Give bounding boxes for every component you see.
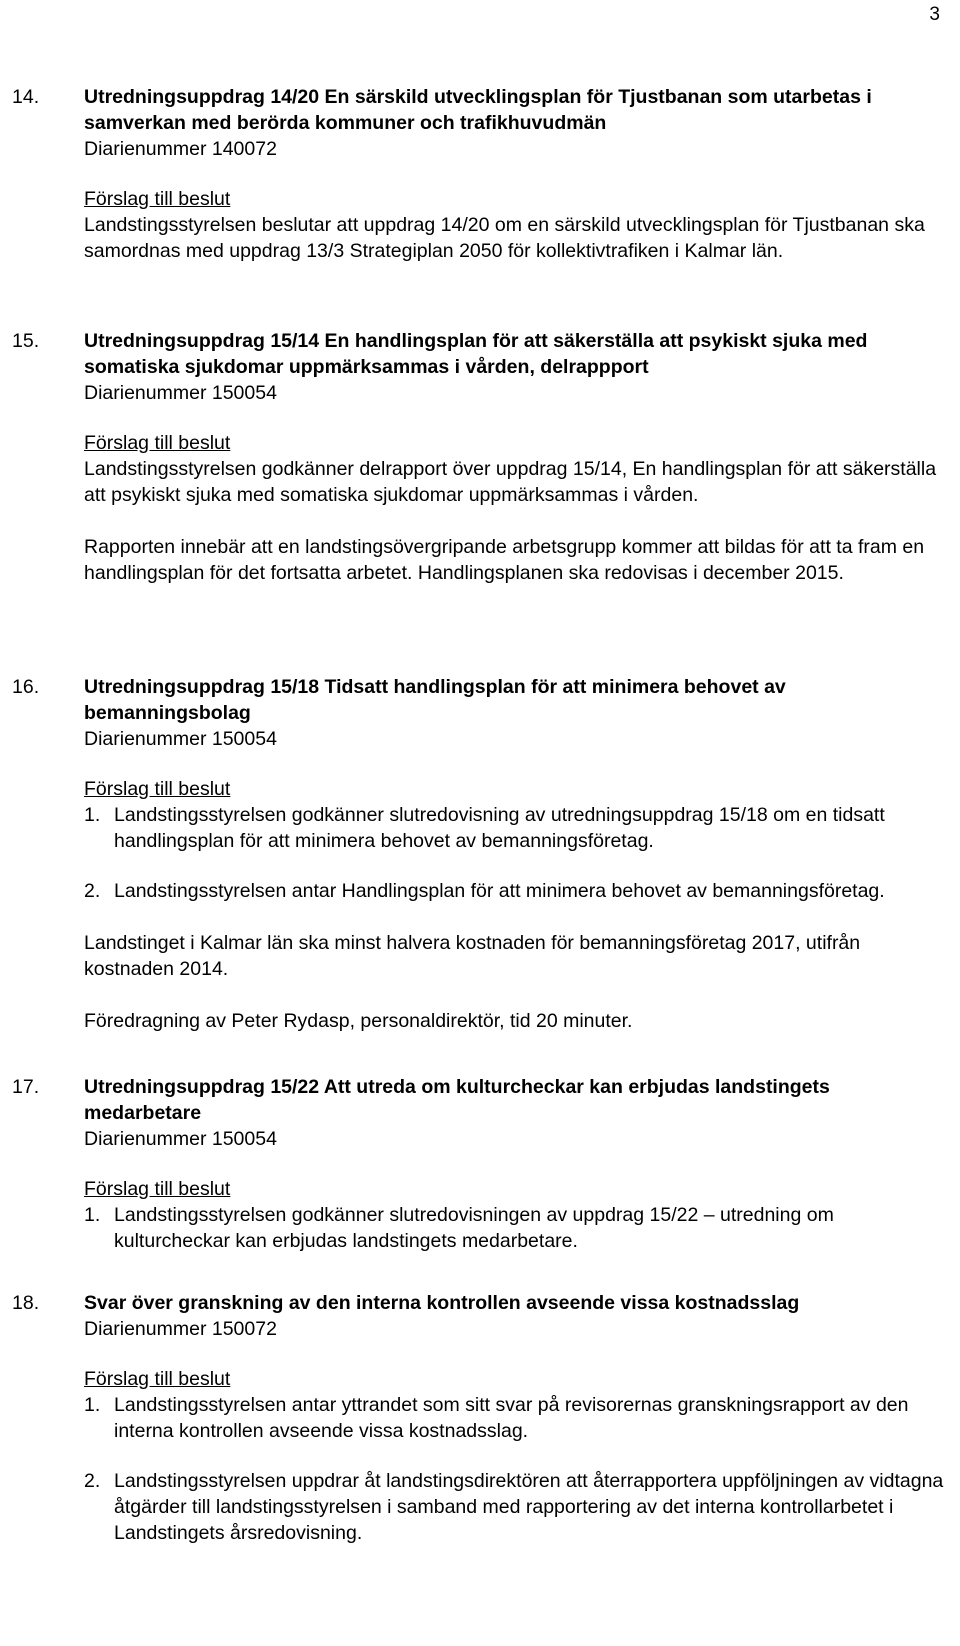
item-title: Utredningsuppdrag 15/22 Att utreda om kulturcheckar kan erbjudas landstingets medarbetare [84,1076,830,1124]
page-number: 3 [929,4,940,25]
proposal-heading: Förslag till beslut [84,1368,231,1390]
cost-text: Landstinget i Kalmar län ska minst halvera kostnaden för bemanningsföretag 2017, utifrån kostnaden 2014. [84,932,861,980]
diarienummer: Diarienummer 140072 [84,138,277,160]
list-item-number: 1. [84,1394,101,1416]
decision-list [84,1392,944,1546]
diarienummer: Diarienummer 150054 [84,1128,277,1150]
list-item [84,1202,944,1254]
item-number: 14. [12,86,40,108]
item-title: Utredningsuppdrag 15/14 En handlingsplan för att säkerställa att psykiskt sjuka med somatiska sjukdomar uppmärksammas i vården, delrappport [84,330,868,378]
list-item-number: 2. [84,880,101,902]
item-number: 18. [12,1292,40,1314]
item-title: Utredningsuppdrag 15/18 Tidsatt handlingsplan för att minimera behovet av bemanningsbolag [84,676,786,724]
list-item-text: Landstingsstyrelsen godkänner slutredovisningen av uppdrag 15/22 – utredning om kulturcheckar kan erbjudas landstingets medarbetare. [114,1204,834,1252]
decision-list [84,1202,944,1254]
list-item-text: Landstingsstyrelsen godkänner slutredovisning av utredningsuppdrag 15/18 om en tidsatt handlingsplan för att minimera behovet av bemanningsföretag. [114,804,885,852]
decision-text: Landstingsstyrelsen godkänner delrapport över uppdrag 15/14, En handlingsplan för att säkerställa att psykiskt sjuka med somatiska sjukdomar uppmärksammas i vården. [84,458,937,506]
item-title: Svar över granskning av den interna kontrollen avseende vissa kostnadsslag [84,1292,800,1314]
diarienummer: Diarienummer 150072 [84,1318,277,1340]
item-title: Utredningsuppdrag 14/20 En särskild utvecklingsplan för Tjustbanan som utarbetas i samverkan med berörda kommuner och trafikhuvudmän [84,86,872,134]
list-item [84,802,944,854]
list-item [84,878,944,904]
report-text: Rapporten innebär att en landstingsövergripande arbetsgrupp kommer att bildas för att ta fram en handlingsplan för det fortsatta arbetet. Handlingsplanen ska redovisas i december 2015. [84,536,925,584]
item-number: 16. [12,676,40,698]
list-item-number: 1. [84,1204,101,1226]
list-item-text: Landstingsstyrelsen antar yttrandet som sitt svar på revisorernas granskningsrapport av den interna kontrollen avseende vissa kostnadsslag. [114,1394,909,1442]
item-number: 15. [12,330,40,352]
diarienummer: Diarienummer 150054 [84,728,277,750]
item-number: 17. [12,1076,40,1098]
list-item-text: Landstingsstyrelsen uppdrar åt landstingsdirektören att återrapportera uppföljningen av vidtagna åtgärder till landstingsstyrelsen i samband med rapportering av det interna kontrollarbetet i Landstingets årsredovisning. [114,1470,944,1544]
proposal-heading: Förslag till beslut [84,432,231,454]
list-item-number: 1. [84,804,101,826]
decision-list [84,802,944,904]
proposal-heading: Förslag till beslut [84,778,231,800]
list-item [84,1468,944,1546]
diarienummer: Diarienummer 150054 [84,382,277,404]
proposal-heading: Förslag till beslut [84,1178,231,1200]
list-item-text: Landstingsstyrelsen antar Handlingsplan för att minimera behovet av bemanningsföretag. [114,880,885,902]
list-item [84,1392,944,1444]
decision-text: Landstingsstyrelsen beslutar att uppdrag 14/20 om en särskild utvecklingsplan för Tjustbanan ska samordnas med uppdrag 13/3 Strategiplan 2050 för kollektivtrafiken i Kalmar län. [84,214,925,262]
presentation-text: Föredragning av Peter Rydasp, personaldirektör, tid 20 minuter. [84,1010,633,1032]
proposal-heading: Förslag till beslut [84,188,231,210]
list-item-number: 2. [84,1470,101,1492]
